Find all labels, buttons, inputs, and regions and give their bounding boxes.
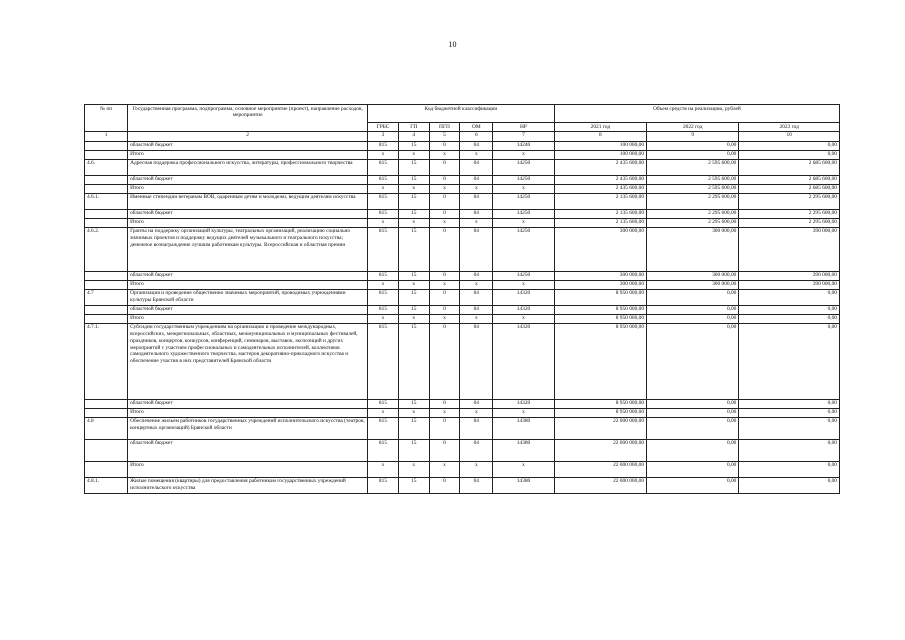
row-name: Итого	[128, 280, 368, 289]
code-pgp: 0	[429, 289, 460, 305]
table-row	[85, 280, 840, 289]
code-gp: х	[398, 408, 429, 417]
row-name: Именные стипендии ветеранам ВОВ, одаренным детям и молодежи, ведущим деятелям искусства	[128, 193, 368, 209]
column-number: 3	[368, 131, 399, 141]
amount-2023: 390 000,00	[739, 227, 840, 271]
amount-2022: 0,00	[647, 399, 739, 408]
row-number	[85, 141, 128, 150]
column-number: 5	[429, 131, 460, 141]
code-gp: х	[398, 218, 429, 227]
code-np: 14240	[493, 141, 555, 150]
amount-2021: 2 135 600,00	[554, 193, 646, 209]
header-np: НР	[493, 123, 555, 132]
budget-table	[84, 104, 840, 494]
row-number: 4.8.1.	[85, 477, 128, 493]
code-om: 04	[460, 439, 493, 461]
header-row-top	[85, 105, 840, 123]
code-grbs: х	[368, 280, 399, 289]
amount-2023: 0,00	[739, 305, 840, 314]
code-om: 04	[460, 209, 493, 218]
code-grbs: 815	[368, 159, 399, 175]
row-name: областной бюджет	[128, 399, 368, 408]
row-number	[85, 408, 128, 417]
amount-2021: 100 000,00	[554, 141, 646, 150]
code-np: 14250	[493, 271, 555, 280]
row-name: областной бюджет	[128, 305, 368, 314]
code-grbs: х	[368, 461, 399, 477]
column-number: 4	[398, 131, 429, 141]
code-np: 14380	[493, 439, 555, 461]
amount-2023: 390 000,00	[739, 280, 840, 289]
code-om: 04	[460, 141, 493, 150]
code-grbs: х	[368, 218, 399, 227]
code-om: х	[460, 408, 493, 417]
code-grbs: х	[368, 150, 399, 159]
table-row	[85, 461, 840, 477]
amount-2023: 0,00	[739, 399, 840, 408]
amount-2023: 0,00	[739, 314, 840, 323]
code-gp: 15	[398, 159, 429, 175]
column-number: 6	[460, 131, 493, 141]
amount-2021: 100 000,00	[554, 150, 646, 159]
code-gp: 15	[398, 227, 429, 271]
code-gp: 15	[398, 289, 429, 305]
column-number: 9	[647, 131, 739, 141]
row-name: Итого	[128, 461, 368, 477]
code-pgp: 0	[429, 417, 460, 439]
header-year-2021: 2021 год	[554, 123, 646, 132]
table-row	[85, 417, 840, 439]
code-gp: х	[398, 461, 429, 477]
table-row	[85, 323, 840, 399]
amount-2022: 2 295 600,00	[647, 209, 739, 218]
code-grbs: 815	[368, 477, 399, 493]
code-gp: 15	[398, 305, 429, 314]
code-np: 14250	[493, 159, 555, 175]
table-row	[85, 439, 840, 461]
amount-2023: 2 685 600,00	[739, 175, 840, 184]
column-number-row	[85, 131, 840, 141]
code-np: х	[493, 150, 555, 159]
code-pgp: 0	[429, 323, 460, 399]
amount-2023: 0,00	[739, 150, 840, 159]
code-pgp: 0	[429, 305, 460, 314]
amount-2021: 300 000,00	[554, 271, 646, 280]
code-om: х	[460, 314, 493, 323]
row-number: 4.6.	[85, 159, 128, 175]
table-row	[85, 184, 840, 193]
code-grbs: 815	[368, 175, 399, 184]
row-number	[85, 271, 128, 280]
column-number: 1	[85, 131, 128, 141]
code-np: 14320	[493, 323, 555, 399]
code-gp: х	[398, 150, 429, 159]
code-pgp: х	[429, 461, 460, 477]
amount-2022: 0,00	[647, 141, 739, 150]
code-grbs: 815	[368, 323, 399, 399]
header-year-2022: 2022 год	[647, 123, 739, 132]
amount-2021: 8 950 000,00	[554, 408, 646, 417]
amount-2021: 22 000 000,00	[554, 477, 646, 493]
row-name: областной бюджет	[128, 141, 368, 150]
amount-2023: 2 685 600,00	[739, 159, 840, 175]
amount-2022: 2 295 600,00	[647, 193, 739, 209]
code-np: 14320	[493, 305, 555, 314]
amount-2021: 8 950 000,00	[554, 323, 646, 399]
code-grbs: 815	[368, 289, 399, 305]
row-name: Жилые помещения (квартиры) для предоставления работникам государственных учреждений исполнительского искусства	[128, 477, 368, 493]
code-np: х	[493, 184, 555, 193]
table-row	[85, 408, 840, 417]
code-grbs: 815	[368, 305, 399, 314]
code-pgp: х	[429, 314, 460, 323]
amount-2021: 300 000,00	[554, 280, 646, 289]
amount-2022: 2 595 600,00	[647, 184, 739, 193]
row-number	[85, 314, 128, 323]
amount-2023: 2 295 600,00	[739, 193, 840, 209]
amount-2023: 0,00	[739, 408, 840, 417]
row-name: областной бюджет	[128, 209, 368, 218]
header-pgp: ПГП	[429, 123, 460, 132]
code-gp: 15	[398, 193, 429, 209]
amount-2021: 2 435 600,00	[554, 175, 646, 184]
row-number	[85, 175, 128, 184]
table-row	[85, 477, 840, 493]
code-gp: 15	[398, 175, 429, 184]
table-row	[85, 218, 840, 227]
code-om: х	[460, 218, 493, 227]
amount-2022: 300 000,00	[647, 280, 739, 289]
code-gp: х	[398, 280, 429, 289]
table-row	[85, 209, 840, 218]
row-number	[85, 184, 128, 193]
row-name: Итого	[128, 314, 368, 323]
code-gp: 15	[398, 271, 429, 280]
code-pgp: 0	[429, 399, 460, 408]
code-pgp: 0	[429, 175, 460, 184]
code-pgp: х	[429, 184, 460, 193]
table-body	[85, 141, 840, 493]
code-gp: 15	[398, 323, 429, 399]
code-pgp: 0	[429, 477, 460, 493]
table-row	[85, 305, 840, 314]
code-om: 04	[460, 477, 493, 493]
amount-2022: 0,00	[647, 314, 739, 323]
header-name: Государственная программа, подпрограмма, основное мероприятие (проект), направление расходов, мероприятие	[128, 105, 368, 132]
header-gp: ГП	[398, 123, 429, 132]
amount-2023: 2 295 600,00	[739, 218, 840, 227]
row-number	[85, 150, 128, 159]
amount-2022: 0,00	[647, 150, 739, 159]
code-pgp: х	[429, 150, 460, 159]
column-number: 10	[739, 131, 840, 141]
code-grbs: х	[368, 184, 399, 193]
row-number	[85, 399, 128, 408]
row-number: 4.6.1.	[85, 193, 128, 209]
code-om: 04	[460, 159, 493, 175]
row-name: Организация и проведение общественно значимых мероприятий, проводимых учреждениями культуры Брянской области	[128, 289, 368, 305]
code-om: 04	[460, 323, 493, 399]
code-grbs: 815	[368, 193, 399, 209]
table-row	[85, 159, 840, 175]
header-code-group: Код бюджетной классификации	[368, 105, 555, 123]
row-number: 4.7.1.	[85, 323, 128, 399]
amount-2021: 300 000,00	[554, 227, 646, 271]
row-name: Обеспечение жильем работников государственных учреждений исполнительского искусства (театров, концертных организаций) Брянской области	[128, 417, 368, 439]
row-name: Итого	[128, 218, 368, 227]
code-pgp: 0	[429, 193, 460, 209]
code-om: х	[460, 461, 493, 477]
table-row	[85, 289, 840, 305]
row-name: областной бюджет	[128, 439, 368, 461]
amount-2021: 22 000 000,00	[554, 417, 646, 439]
code-pgp: 0	[429, 159, 460, 175]
code-np: 14380	[493, 477, 555, 493]
row-name: Адресная поддержка профессионального искусства, литературы, профессионального творчества	[128, 159, 368, 175]
code-om: 04	[460, 175, 493, 184]
amount-2021: 2 135 600,00	[554, 209, 646, 218]
code-gp: 15	[398, 439, 429, 461]
table-row	[85, 193, 840, 209]
code-np: 14250	[493, 227, 555, 271]
code-gp: х	[398, 314, 429, 323]
amount-2023: 0,00	[739, 141, 840, 150]
code-np: х	[493, 461, 555, 477]
code-grbs: 815	[368, 227, 399, 271]
code-grbs: 815	[368, 399, 399, 408]
code-pgp: х	[429, 408, 460, 417]
amount-2023: 0,00	[739, 461, 840, 477]
row-number	[85, 439, 128, 461]
code-om: 04	[460, 289, 493, 305]
amount-2023: 2 295 600,00	[739, 209, 840, 218]
code-grbs: 815	[368, 209, 399, 218]
code-np: х	[493, 314, 555, 323]
code-grbs: 815	[368, 417, 399, 439]
code-om: 04	[460, 227, 493, 271]
table-row	[85, 175, 840, 184]
table-row	[85, 314, 840, 323]
code-om: 04	[460, 271, 493, 280]
code-grbs: х	[368, 314, 399, 323]
amount-2022: 300 000,00	[647, 271, 739, 280]
header-year-2023: 2023 год	[739, 123, 840, 132]
code-np: х	[493, 408, 555, 417]
row-number	[85, 209, 128, 218]
header-om: ОМ	[460, 123, 493, 132]
amount-2023: 390 000,00	[739, 271, 840, 280]
code-om: 04	[460, 417, 493, 439]
code-pgp: х	[429, 218, 460, 227]
amount-2021: 2 135 600,00	[554, 218, 646, 227]
amount-2023: 0,00	[739, 323, 840, 399]
code-grbs: 815	[368, 271, 399, 280]
code-np: 14380	[493, 417, 555, 439]
code-grbs: 815	[368, 439, 399, 461]
code-pgp: х	[429, 280, 460, 289]
amount-2021: 22 000 000,00	[554, 461, 646, 477]
code-gp: 15	[398, 417, 429, 439]
amount-2021: 8 950 000,00	[554, 399, 646, 408]
column-number: 8	[554, 131, 646, 141]
row-number: 4.6.2.	[85, 227, 128, 271]
code-gp: х	[398, 184, 429, 193]
column-number: 7	[493, 131, 555, 141]
amount-2021: 8 950 000,00	[554, 305, 646, 314]
code-om: 04	[460, 399, 493, 408]
code-np: 14250	[493, 175, 555, 184]
table-row	[85, 227, 840, 271]
amount-2022: 0,00	[647, 439, 739, 461]
amount-2023: 2 685 600,00	[739, 184, 840, 193]
code-pgp: 0	[429, 141, 460, 150]
amount-2022: 2 595 600,00	[647, 159, 739, 175]
code-grbs: х	[368, 408, 399, 417]
page-number: 10	[448, 40, 457, 49]
row-name: Субсидии государственным учреждениям на организацию и проведение международных, всероссийских, межрегиональных, областных, межмуниципальных и муниципальных фестивалей, праздников, концертов, конкурсов, конференций, семинаров, выставок, экспозиций и других мероприятий с участием профессиональных и самодеятельных исполнителей, коллективов самодеятельного художественного творчества, мастеров декоративно-прикладного искусства и обеспечение участия в них представителей Брянской области	[128, 323, 368, 399]
code-om: х	[460, 280, 493, 289]
amount-2023: 0,00	[739, 289, 840, 305]
amount-2022: 0,00	[647, 323, 739, 399]
code-gp: 15	[398, 209, 429, 218]
row-name: областной бюджет	[128, 175, 368, 184]
row-number: 4.7	[85, 289, 128, 305]
amount-2021: 2 435 600,00	[554, 159, 646, 175]
amount-2022: 2 295 600,00	[647, 218, 739, 227]
header-grbs: ГРБС	[368, 123, 399, 132]
amount-2023: 0,00	[739, 477, 840, 493]
row-name: Итого	[128, 184, 368, 193]
row-number	[85, 218, 128, 227]
header-num: № пп	[85, 105, 128, 132]
code-om: х	[460, 184, 493, 193]
code-pgp: 0	[429, 271, 460, 280]
code-np: 14250	[493, 209, 555, 218]
row-number	[85, 305, 128, 314]
code-np: х	[493, 218, 555, 227]
amount-2022: 0,00	[647, 461, 739, 477]
row-number	[85, 280, 128, 289]
amount-2023: 0,00	[739, 439, 840, 461]
amount-2022: 2 595 600,00	[647, 175, 739, 184]
code-gp: 15	[398, 399, 429, 408]
row-name: Итого	[128, 408, 368, 417]
row-number: 4.8	[85, 417, 128, 439]
code-np: 14250	[493, 193, 555, 209]
table-row	[85, 150, 840, 159]
amount-2022: 300 000,00	[647, 227, 739, 271]
row-name: Итого	[128, 150, 368, 159]
header-volume-group: Объем средств на реализацию, рублей	[554, 105, 839, 123]
code-om: 04	[460, 305, 493, 314]
amount-2022: 0,00	[647, 289, 739, 305]
amount-2022: 0,00	[647, 305, 739, 314]
code-gp: 15	[398, 141, 429, 150]
amount-2022: 0,00	[647, 417, 739, 439]
code-np: 14320	[493, 399, 555, 408]
amount-2021: 2 435 600,00	[554, 184, 646, 193]
code-np: 14320	[493, 289, 555, 305]
code-pgp: 0	[429, 227, 460, 271]
code-om: х	[460, 150, 493, 159]
code-np: х	[493, 280, 555, 289]
table-row	[85, 399, 840, 408]
amount-2023: 0,00	[739, 417, 840, 439]
row-number	[85, 461, 128, 477]
column-number: 2	[128, 131, 368, 141]
amount-2022: 0,00	[647, 477, 739, 493]
amount-2021: 22 000 000,00	[554, 439, 646, 461]
code-pgp: 0	[429, 209, 460, 218]
table-row	[85, 141, 840, 150]
table-row	[85, 271, 840, 280]
code-om: 04	[460, 193, 493, 209]
row-name: Гранты на поддержку организаций культуры, театральных организаций, реализацию социально значимых проектов и поддержку ведущих деятелей музыкального и театрального искусства; денежное вознаграждение лучшим работникам культуры. Всероссийская и областная премии	[128, 227, 368, 271]
amount-2021: 8 950 000,00	[554, 314, 646, 323]
row-name: областной бюджет	[128, 271, 368, 280]
code-pgp: 0	[429, 439, 460, 461]
amount-2022: 0,00	[647, 408, 739, 417]
code-grbs: 815	[368, 141, 399, 150]
amount-2021: 8 950 000,00	[554, 289, 646, 305]
code-gp: 15	[398, 477, 429, 493]
